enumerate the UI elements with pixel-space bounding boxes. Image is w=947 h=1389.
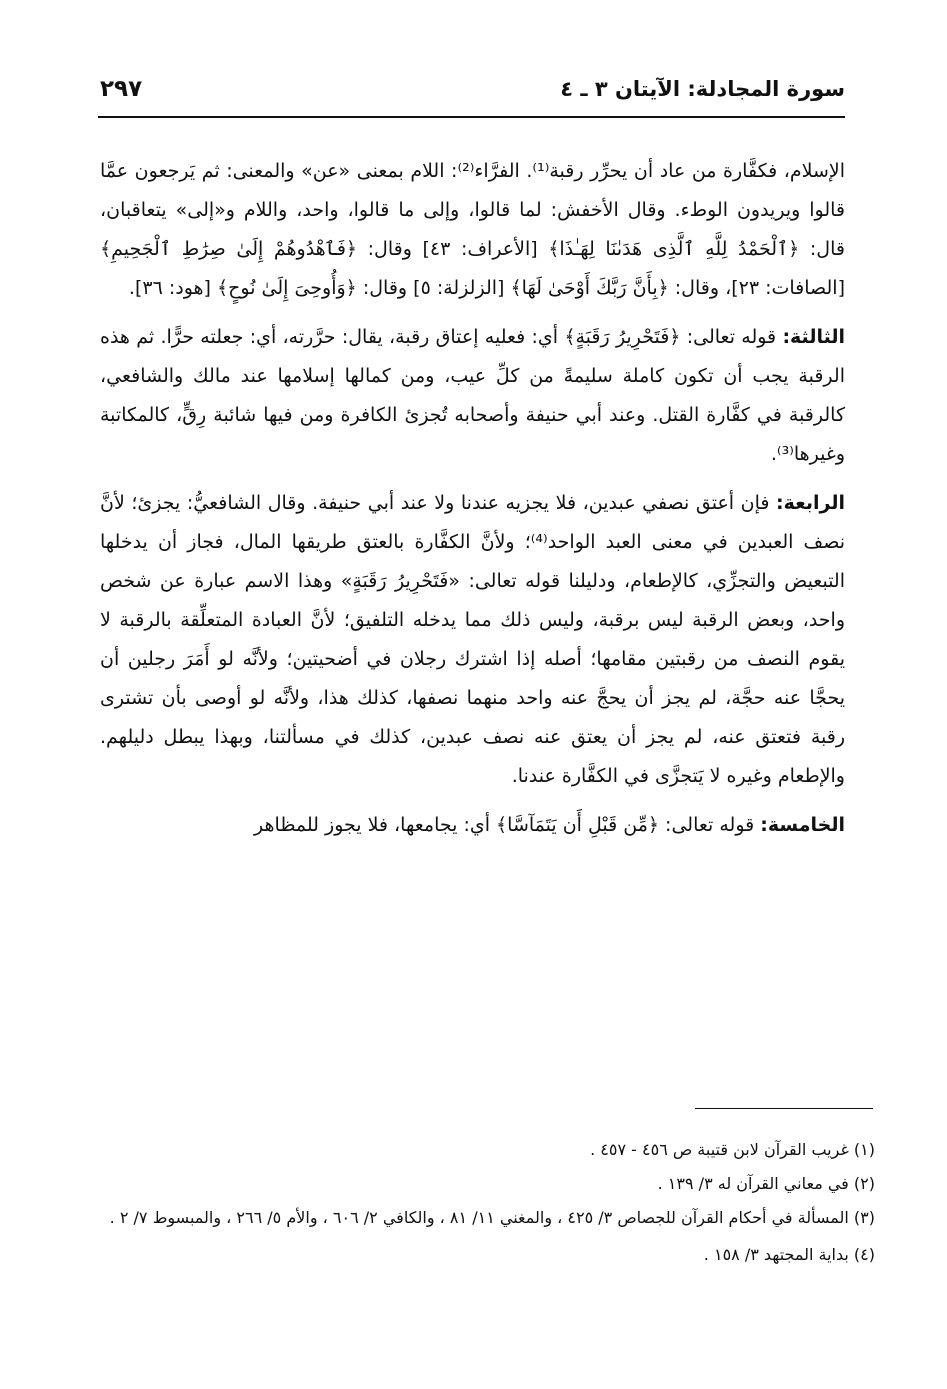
page-header — [98, 72, 845, 118]
footnote-1: (١) غريب القرآن لابن قتيبة ص ٤٥٦ - ٤٥٧ . — [590, 1140, 875, 1159]
paragraph-text: فإن أعتق نصفي عبدين، فلا يجزيه عندنا ولا عند أبي حنيفة. وقال الشافعيُّ: يجزئ؛ لأنَّ نصف العبدين في معنى العبد الواحد⁽⁴⁾؛ ولأنَّ الكفَّارة بالعتق طريقها المال، فجاز أن يدخلها التبعيض والتجزِّي، كالإطعام، ودليلنا قوله تعالى: «فَتَحْرِيرُ رَقَبَةٍ» وهذا الاسم عبارة عن شخص واحد، وبعض الرقبة ليس برقبة، وليس ذلك مما يدخله التلفيق؛ لأنَّ العبادة المتعلِّقة بالرقبة لا يقوم النصف من رقبتين مقامها؛ أصله إذا اشترك رجلان في أضحيتين؛ ولأنَّه لو أَمَرَ رجلين أن يحجَّا عنه حجَّة، لم يجز أن يحجَّ عنه واحد منهما نصفها، كذلك هذا، ولأنَّه لو أوصى بأن تشترى رقبة فتعتق عنه، لم يجز أن يعتق عنه نصف عبدين، كذلك في مسألتنا، وبهذا يبطل دليلهم. والإطعام وغيره لا يَتجزَّى في الكفَّارة عندنا. — [100, 492, 845, 787]
paragraph-intro — [100, 152, 845, 308]
footnotes — [100, 1136, 875, 1275]
footnote-separator — [695, 1108, 873, 1109]
paragraph-text: قوله تعالى: ﴿مِّن قَبْلِ أَن يَتَمَآسَّا﴾ أي: يجامعها، فلا يجوز للمظاهر — [254, 814, 755, 836]
paragraph-fourth-issue — [100, 484, 845, 796]
paragraph-third-issue — [100, 318, 845, 474]
issue-heading: الرابعة: — [776, 492, 845, 514]
running-title: سورة المجادلة: الآيتان ٣ ـ ٤ — [560, 77, 845, 101]
footnote-3: (٣) المسألة في أحكام القرآن للجصاص ٣/ ٤٢٥ ، والمغني ١١/ ٨١ ، والكافي ٢/ ٦٠٦ ، والأم ٥/ ٢٦٦ ، والمبسوط ٧/ ٢ . — [109, 1208, 875, 1227]
paragraph-fifth-issue — [100, 806, 845, 845]
main-text — [100, 152, 845, 845]
issue-heading: الخامسة: — [760, 814, 845, 836]
issue-heading: الثالثة: — [782, 326, 845, 348]
paragraph-text: الإسلام، فكفَّارة من عاد أن يحرِّر رقبة⁽¹⁾. الفرَّاء⁽²⁾: اللام بمعنى «عن» والمعنى: ثم يَرجعون عمَّا قالوا ويريدون الوطء. وقال الأخفش: لما قالوا، وإلى ما قالوا، واحد، واللام و«إلى» يتعاقبان، قال: ﴿ٱلْحَمْدُ لِلَّهِ ٱلَّذِى هَدَىٰنَا لِهَـٰذَا﴾ [الأعراف: ٤٣] وقال: ﴿فَٱهْدُوهُمْ إِلَىٰ صِرَٰطِ ٱلْجَحِيمِ﴾ [الصافات: ٢٣]، وقال: ﴿بِأَنَّ رَبَّكَ أَوْحَىٰ لَهَا﴾ [الزلزلة: ٥] وقال: ﴿وَأُوحِىَ إِلَىٰ نُوحٍ﴾ [هود: ٣٦]. — [100, 160, 845, 299]
paragraph-text: قوله تعالى: ﴿فَتَحْرِيرُ رَقَبَةٍ﴾ أي: فعليه إعتاق رقبة، يقال: حرَّرته، أي: جعلته حرًّا. ثم هذه الرقبة يجب أن تكون كاملة سليمةً من كلِّ عيب، ومن كمالها إسلامها عند مالك والشافعي، كالرقبة في كفَّارة القتل. وعند أبي حنيفة وأصحابه تُجزئ الكافرة ومن فيها شائبة رِقٍّ، كالمكاتبة وغيرها⁽³⁾. — [100, 326, 845, 465]
page-number: ٢٩٧ — [100, 76, 143, 102]
footnote-4: (٤) بداية المجتهد ٣/ ١٥٨ . — [703, 1245, 875, 1264]
footnote-2: (٢) في معاني القرآن له ٣/ ١٣٩ . — [657, 1174, 875, 1193]
